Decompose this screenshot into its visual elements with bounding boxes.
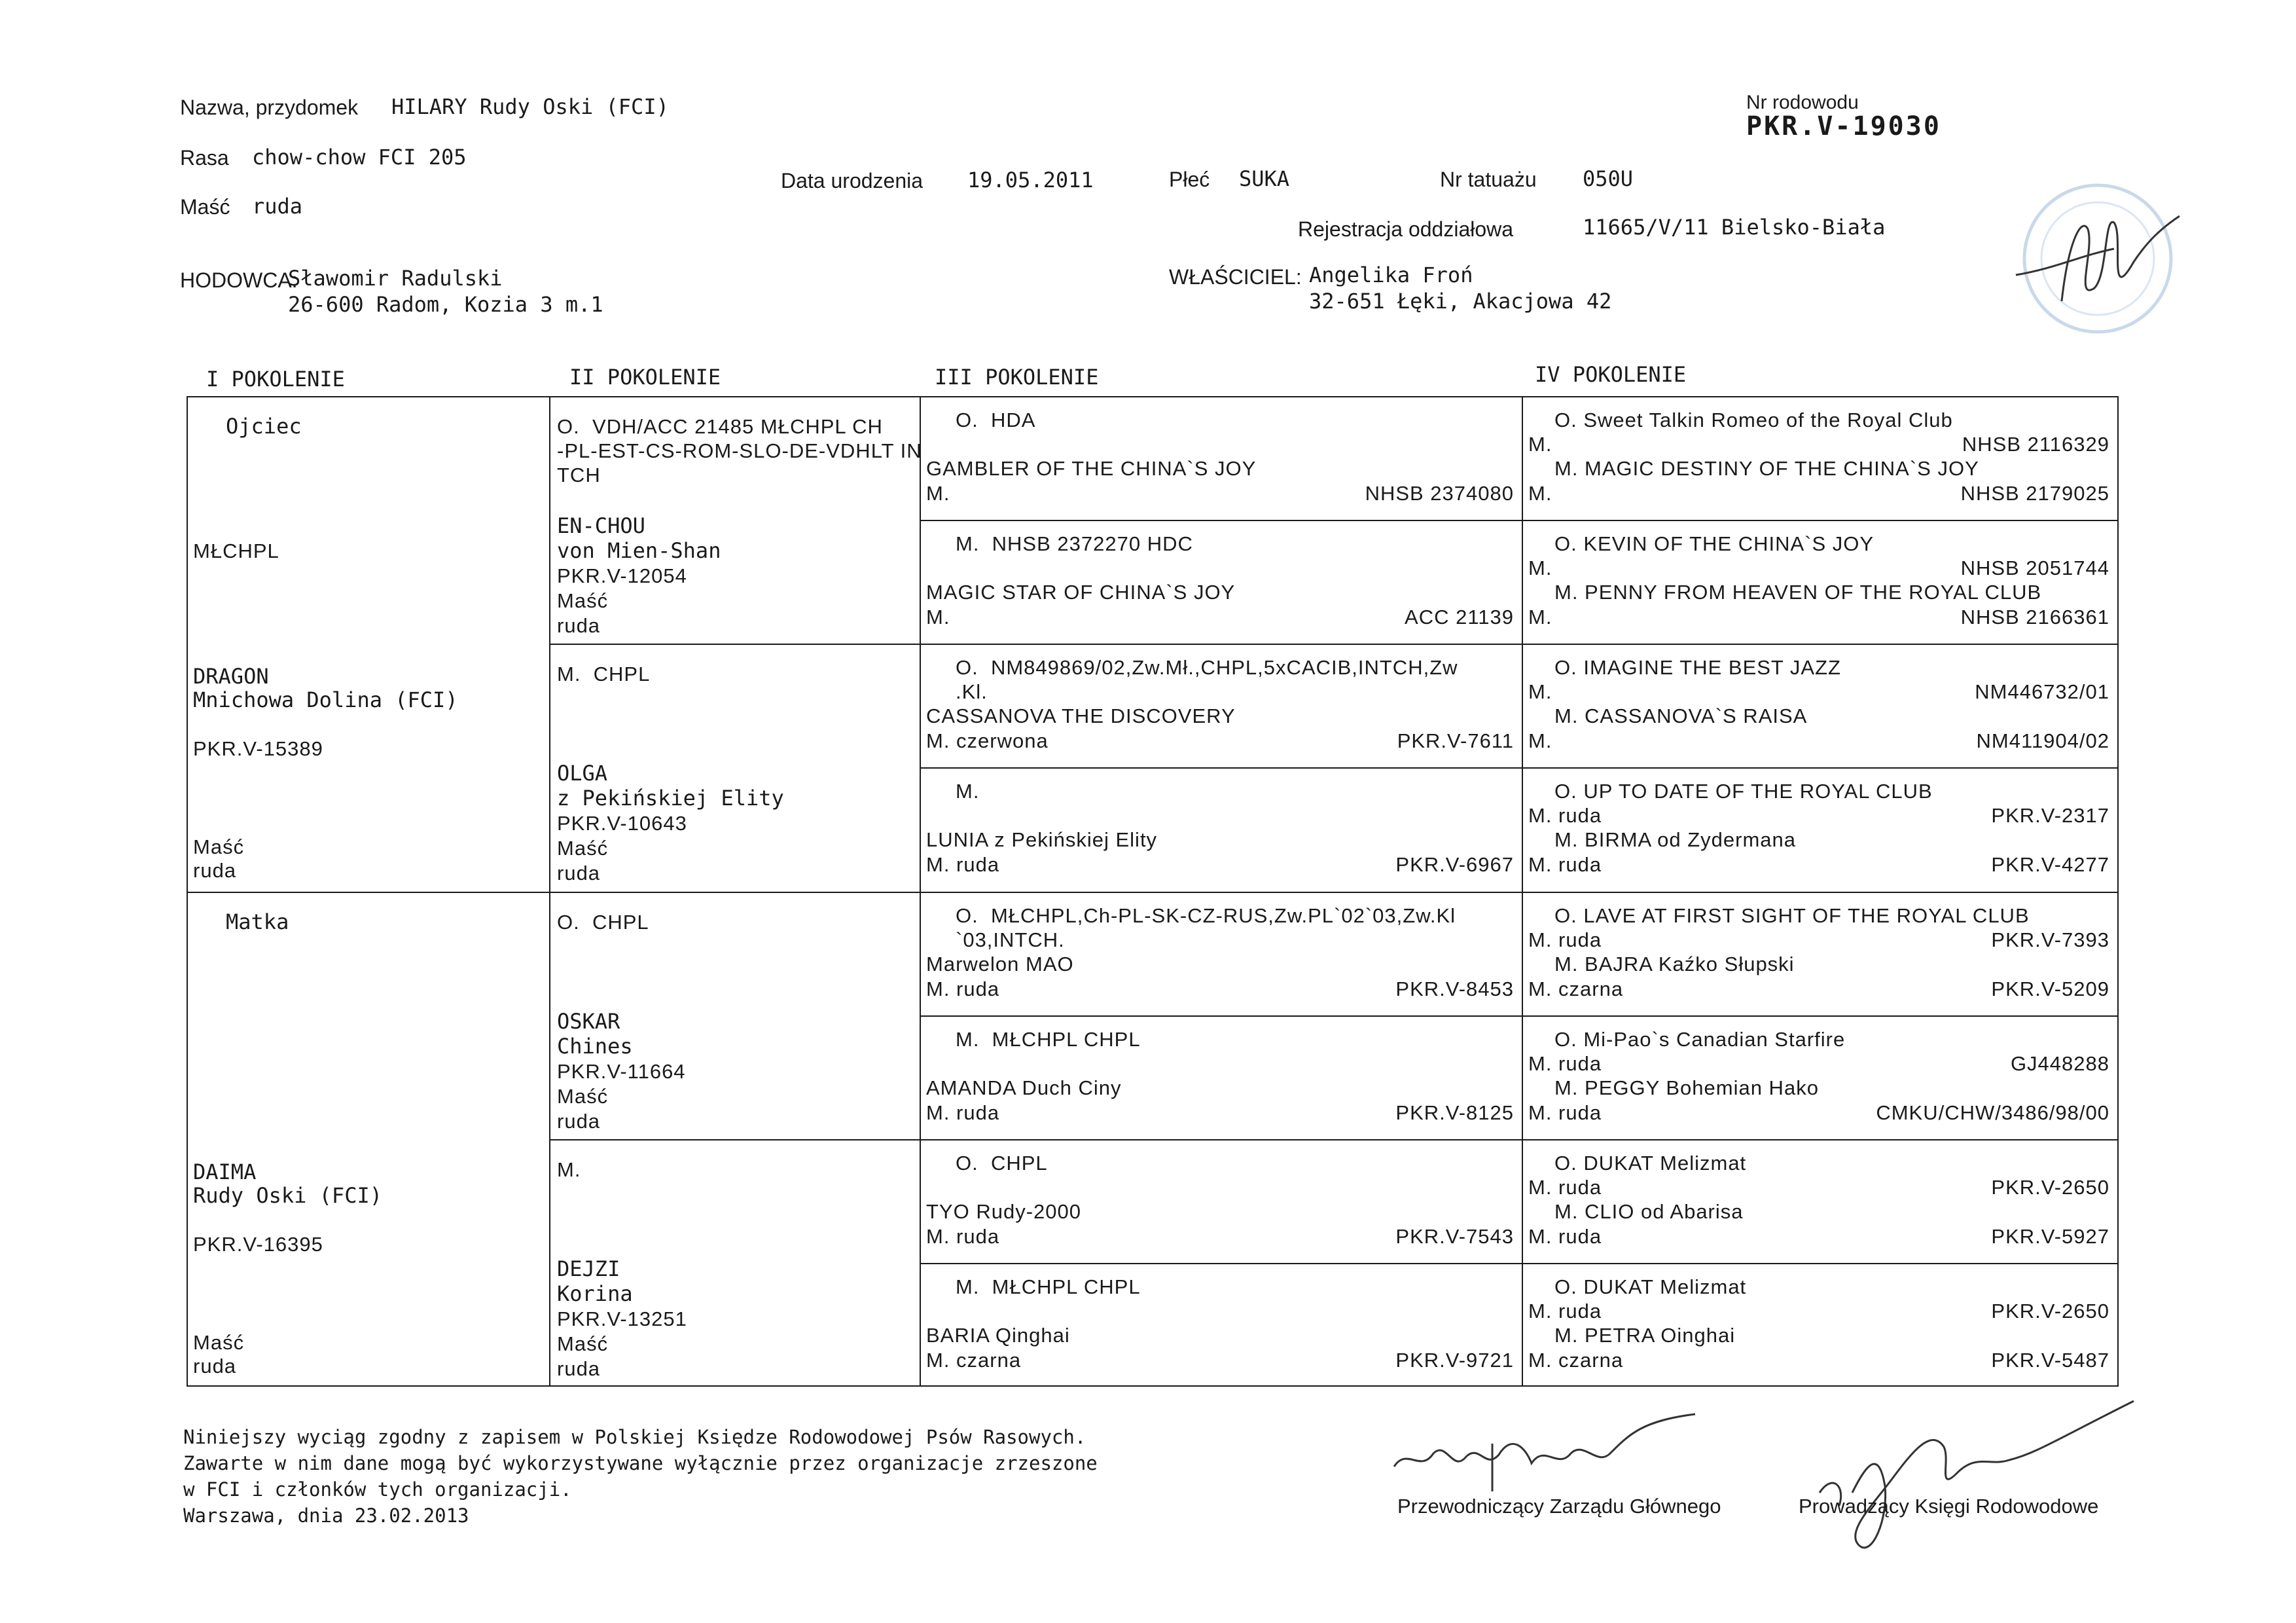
gen4-dam-name: M. PENNY FROM HEAVEN OF THE ROYAL CLUB [1554,581,2042,604]
gen4-dam-reg: PKR.V-5927 [1991,1224,2109,1248]
gen2-kennel: z Pekińskiej Elity [557,786,784,811]
gen1-sire-role: Ojciec [226,414,302,439]
row-divider-gen3 [920,767,2119,769]
sex-label: Płeć [1169,168,1210,191]
gen4-dam-color: M. [1528,606,1552,629]
gen2-color: ruda [557,862,601,885]
gen2-titles: O. CHPL [557,910,649,934]
gen1-dam-reg: PKR.V-16395 [193,1232,323,1256]
gen4-dam-color: M. ruda [1528,853,1602,877]
gen4-dam-color: M. [1528,729,1552,753]
gen3-titles: M. MŁCHPL CHPL [956,1027,1141,1051]
row-divider-gen3 [920,644,2119,645]
gen4-dam-reg: PKR.V-4277 [1991,853,2109,877]
signature-chairman [1381,1408,1734,1493]
gen4-dam-reg: NM411904/02 [1976,729,2109,753]
gen2-color-label: Maść [557,837,609,860]
gen4-sire-name: O. Sweet Talkin Romeo of the Royal Club [1554,409,1953,431]
name-label: Nazwa, przydomek [180,96,359,119]
footer-line-1: Niniejszy wyciąg zgodny z zapisem w Polskiej Księdze Rodowodowej Psów Rasowych. [183,1426,1086,1448]
gen3-name: BARIA Qinghai [926,1323,1070,1347]
gen4-dam-name: M. MAGIC DESTINY OF THE CHINA`S JOY [1554,457,1979,480]
gen4-dam-color: M. [1528,482,1552,505]
gen4-dam-color: M. ruda [1528,1101,1602,1124]
gen4-sire-reg: NHSB 2116329 [1962,433,2109,456]
gen3-reg: PKR.V-7543 [1395,1224,1514,1248]
gen4-sire-reg: PKR.V-2650 [1991,1175,2109,1199]
dog-name: HILARY Rudy Oski (FCI) [391,94,669,119]
gen3-titles: M. MŁCHPL CHPL [956,1275,1141,1298]
birth-label: Data urodzenia [781,169,924,192]
gen3-color: M. [926,482,950,505]
row-divider-gen1 [187,892,549,893]
registration-label: Rejestracja oddziałowa [1298,217,1514,241]
gen4-dam-reg: PKR.V-5487 [1991,1348,2109,1372]
gen4-dam-name: M. PETRA Oinghai [1554,1323,1736,1347]
gen3-reg: PKR.V-8125 [1395,1101,1514,1124]
footer-line-4: Warszawa, dnia 23.02.2013 [183,1504,469,1527]
gen4-sire-color: M. ruda [1528,1175,1602,1199]
gen1-dam-color-label: Maść [193,1330,245,1354]
sex-value: SUKA [1239,166,1290,191]
gen4-dam-reg: CMKU/CHW/3486/98/00 [1876,1101,2109,1124]
row-divider-gen3 [920,1139,2119,1140]
row-divider-gen3 [920,892,2119,893]
gen4-sire-name: O. DUKAT Melizmat [1554,1151,1747,1175]
breeder-name: Sławomir Radulski [288,266,503,291]
birth-value: 19.05.2011 [967,168,1094,192]
table-border-top [187,396,2119,397]
gen1-sire-titles: MŁCHPL [193,539,279,562]
gen2-kennel: Korina [557,1281,633,1306]
gen2-color: ruda [557,614,601,637]
gen4-dam-name: M. CASSANOVA`S RAISA [1554,704,1808,728]
gen1-sire-kennel: Mnichowa Dolina (FCI) [193,687,458,712]
gen2-color-label: Maść [557,589,609,612]
gen4-dam-reg: NHSB 2179025 [1960,482,2109,505]
gen2-reg: PKR.V-11664 [557,1059,686,1083]
gen3-color: M. czarna [926,1348,1022,1372]
gen3-reg: NHSB 2374080 [1365,482,1514,505]
gen1-dam-role: Matka [226,909,289,934]
breed-label: Rasa [180,146,229,170]
gen1-dam-name: DAIMA [193,1159,257,1184]
gen4-sire-reg: PKR.V-2317 [1991,804,2109,828]
gen4-sire-name: O. Mi-Pao`s Canadian Starfire [1554,1027,1846,1051]
gen1-dam-kennel: Rudy Oski (FCI) [193,1182,382,1208]
gen3-color: M. ruda [926,853,1000,877]
gen4-sire-reg: PKR.V-7393 [1991,928,2109,951]
sign-chairman-label: Przewodniczący Zarządu Głównego [1397,1495,1721,1518]
gen2-reg: PKR.V-13251 [557,1307,687,1330]
gen4-dam-color: M. czarna [1528,977,1624,1000]
gen4-sire-color: M. [1528,433,1552,456]
owner-label: WŁAŚCICIEL: [1169,265,1302,289]
gen4-sire-name: O. DUKAT Melizmat [1554,1275,1747,1298]
gen4-sire-reg: NM446732/01 [1975,680,2109,704]
gen4-sire-color: M. [1528,556,1552,580]
gen2-color-label: Maść [557,1084,609,1108]
official-stamp [1983,177,2199,347]
gen4-sire-name: O. KEVIN OF THE CHINA`S JOY [1554,532,1874,556]
color-label: Maść [180,195,230,219]
gen3-name: CASSANOVA THE DISCOVERY [926,704,1236,728]
gen4-dam-reg: PKR.V-5209 [1991,977,2109,1000]
breeder-label: HODOWCA: [180,268,298,292]
gen3-titles: O. HDA [956,409,1036,431]
gen4-sire-reg: PKR.V-2650 [1991,1299,2109,1322]
owner-address: 32-651 Łęki, Akacjowa 42 [1309,289,1612,314]
gen3-titles: M. [956,780,980,803]
gen4-dam-color: M. czarna [1528,1348,1624,1372]
gen2-color-label: Maść [557,1332,609,1355]
footer-line-3: w FCI i członków tych organizacji. [183,1478,572,1501]
gen4-dam-name: M. CLIO od Abarisa [1554,1199,1744,1223]
breed-value: chow-chow FCI 205 [252,145,467,170]
row-divider-gen2 [549,644,920,645]
signature-registrar [1793,1388,2147,1571]
gen2-name: OSKAR [557,1008,620,1034]
gen3-name: TYO Rudy-2000 [926,1199,1081,1223]
tattoo-value: 050U [1583,166,1634,191]
gen3-reg: ACC 21139 [1405,606,1514,629]
row-divider-gen2 [549,1139,920,1140]
pedigree-table [187,396,2119,1387]
gen3-color: M. ruda [926,1224,1000,1248]
gen2-name: EN-CHOU [557,513,645,538]
gen3-reg: PKR.V-8453 [1395,977,1514,1000]
footer-line-2: Zawarte w nim dane mogą być wykorzystywane wyłącznie przez organizacje zrzeszone [183,1452,1098,1474]
gen2-titles: O. VDH/ACC 21485 MŁCHPL CH -PL-EST-CS-ROM-SLO-DE-VDHLT IN TCH [557,415,922,486]
gen3-titles: O. CHPL [956,1151,1048,1175]
gen4-dam-color: M. ruda [1528,1224,1602,1248]
gen3-reg: PKR.V-6967 [1395,853,1514,877]
pedigree-no-label: Nr rodowodu [1746,92,1859,113]
gen2-kennel: von Mien-Shan [557,538,721,563]
gen1-sire-name: DRAGON [193,664,269,689]
sign-registrar-label: Prowadzący Księgi Rodowodowe [1799,1495,2099,1518]
gen4-sire-color: M. ruda [1528,1051,1602,1075]
gen4-sire-name: O. IMAGINE THE BEST JAZZ [1554,656,1841,680]
pedigree-no-value: PKR.V-19030 [1746,111,1941,141]
gen4-sire-color: M. [1528,680,1552,704]
gen2-kennel: Chines [557,1033,633,1059]
gen3-name: GAMBLER OF THE CHINA`S JOY [926,457,1257,480]
gen2-titles: M. [557,1158,581,1181]
gen-header-3: III POKOLENIE [935,365,1099,390]
table-border-bottom [187,1385,2119,1387]
gen-header-2: II POKOLENIE [569,365,721,390]
row-divider-gen3 [920,1263,2119,1264]
gen4-dam-name: M. BAJRA Kaźko Słupski [1554,952,1795,976]
gen4-dam-name: M. BIRMA od Zydermana [1554,828,1797,852]
row-divider-gen3 [920,1015,2119,1017]
gen3-name: Marwelon MAO [926,952,1074,976]
tattoo-label: Nr tatuażu [1440,168,1537,191]
gen2-color: ruda [557,1109,601,1133]
gen3-titles: O. NM849869/02,Zw.Mł.,CHPL,5xCACIB,INTCH,Zw .Kl. [956,656,1458,704]
owner-name: Angelika Froń [1309,263,1473,287]
gen1-sire-color: ruda [193,859,237,882]
gen1-sire-color-label: Maść [193,835,245,858]
gen4-sire-color: M. ruda [1528,804,1602,828]
registration-value: 11665/V/11 Bielsko-Biała [1583,215,1886,240]
breeder-address: 26-600 Radom, Kozia 3 m.1 [288,292,603,317]
gen4-sire-name: O. LAVE AT FIRST SIGHT OF THE ROYAL CLUB [1554,903,2030,927]
gen1-dam-color: ruda [193,1354,237,1377]
gen3-reg: PKR.V-7611 [1397,729,1514,753]
gen4-sire-reg: NHSB 2051744 [1960,556,2109,580]
gen2-name: OLGA [557,761,608,786]
gen2-name: DEJZI [557,1256,620,1281]
gen1-sire-reg: PKR.V-15389 [193,737,323,760]
gen2-color: ruda [557,1357,601,1380]
gen4-sire-color: M. ruda [1528,1299,1602,1322]
gen3-titles: O. MŁCHPL,Ch-PL-SK-CZ-RUS,Zw.PL`02`03,Zw.Kl `03,INTCH. [956,903,1456,951]
gen-header-4: IV POKOLENIE [1535,362,1687,387]
gen4-sire-name: O. UP TO DATE OF THE ROYAL CLUB [1554,780,1933,803]
gen2-reg: PKR.V-12054 [557,564,687,587]
gen3-titles: M. NHSB 2372270 HDC [956,532,1193,556]
color-value: ruda [252,194,303,219]
gen4-sire-color: M. ruda [1528,928,1602,951]
gen2-reg: PKR.V-10643 [557,812,687,835]
gen4-dam-name: M. PEGGY Bohemian Hako [1554,1076,1819,1099]
gen3-name: AMANDA Duch Ciny [926,1076,1122,1099]
gen3-color: M. ruda [926,977,1000,1000]
gen4-sire-reg: GJ448288 [2010,1051,2109,1075]
gen3-color: M. czerwona [926,729,1049,753]
gen4-dam-reg: NHSB 2166361 [1960,606,2109,629]
gen-header-1: I POKOLENIE [206,367,345,392]
gen3-name: MAGIC STAR OF CHINA`S JOY [926,581,1236,604]
gen3-reg: PKR.V-9721 [1395,1348,1514,1372]
gen3-name: LUNIA z Pekińskiej Elity [926,828,1158,852]
row-divider-gen2 [549,892,920,893]
gen3-color: M. [926,606,950,629]
row-divider-gen3 [920,520,2119,521]
gen3-color: M. ruda [926,1101,1000,1124]
gen2-titles: M. CHPL [557,663,651,686]
